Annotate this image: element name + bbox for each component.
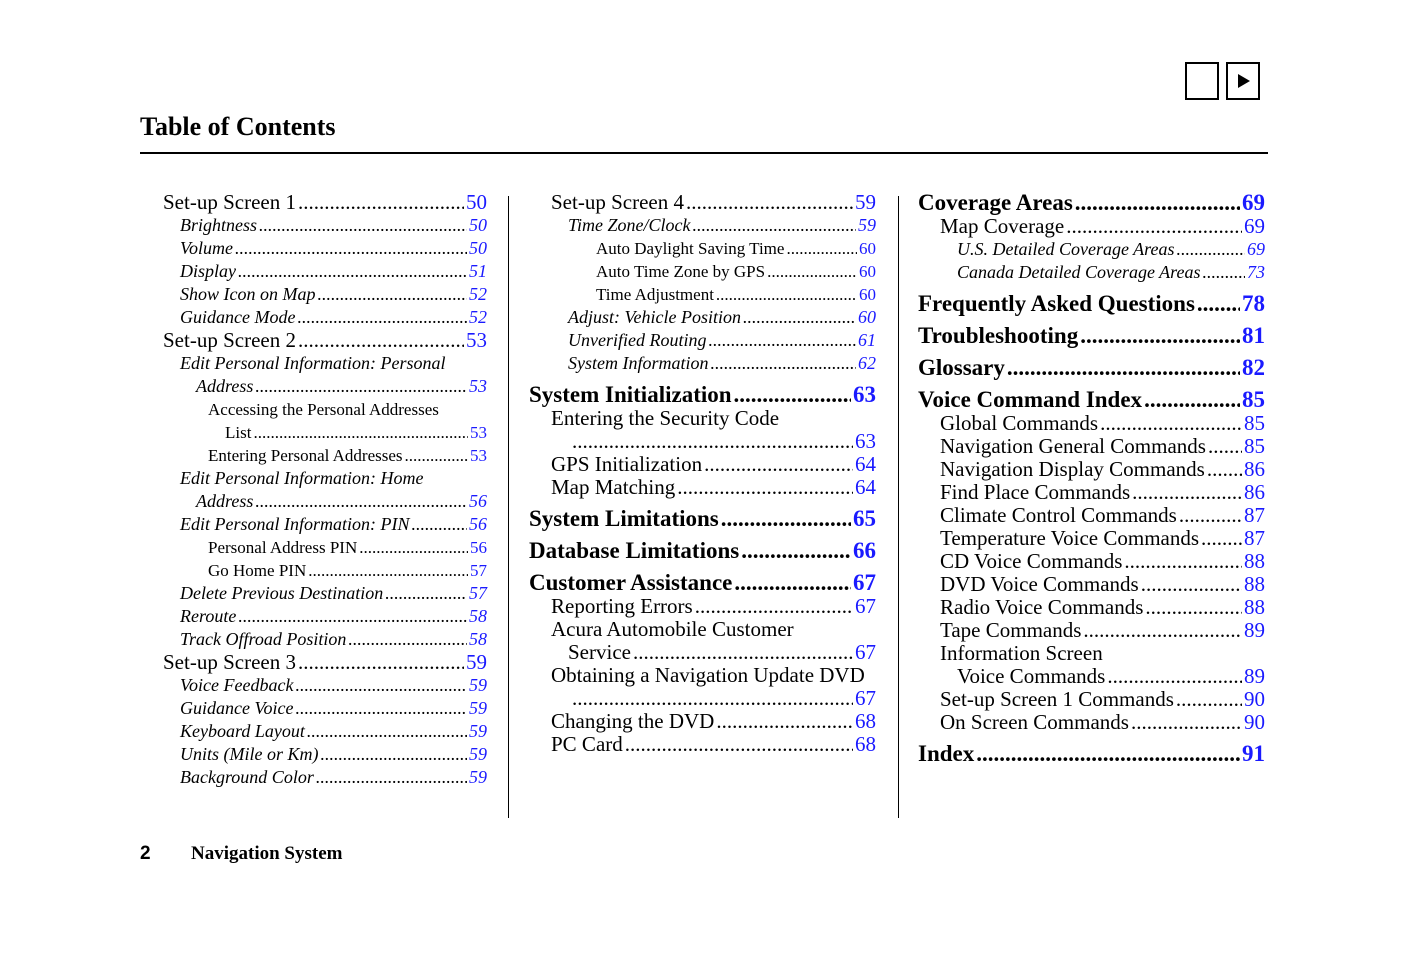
toc-heading[interactable]: Database Limitations ..... 66 [529, 539, 876, 563]
toc-entry[interactable]: Acura Automobile Customer Service ..... 67 [529, 618, 876, 664]
toc-entry[interactable]: Volume ..... 50 [163, 237, 487, 260]
toc-column-2 [529, 191, 876, 756]
previous-page-button[interactable] [1185, 62, 1219, 100]
toc-entry[interactable]: Voice Feedback ..... 59 [163, 674, 487, 697]
toc-entry[interactable]: Auto Daylight Saving Time ..... 60 [529, 237, 876, 260]
toc-heading[interactable]: Coverage Areas ..... 69 [918, 191, 1265, 215]
toc-entry[interactable]: U.S. Detailed Coverage Areas ..... 69 [918, 238, 1265, 261]
toc-entry[interactable]: GPS Initialization ..... 64 [529, 453, 876, 476]
next-page-button[interactable] [1226, 62, 1260, 100]
toc-column-3 [918, 191, 1265, 766]
toc-heading[interactable]: Index ..... 91 [918, 742, 1265, 766]
toc-heading[interactable]: Frequently Asked Questions ..... 78 [918, 292, 1265, 316]
toc-entry[interactable]: Time Zone/Clock ..... 59 [529, 214, 876, 237]
toc-entry[interactable]: Information Screen Voice Commands ..... 89 [918, 642, 1265, 688]
toc-heading[interactable]: Troubleshooting ..... 81 [918, 324, 1265, 348]
toc-entry[interactable]: Track Offroad Position ..... 58 [163, 628, 487, 651]
toc-entry[interactable]: Set-up Screen 4 ..... 59 [529, 191, 876, 214]
toc-entry[interactable]: DVD Voice Commands ..... 88 [918, 573, 1265, 596]
toc-entry[interactable]: Climate Control Commands ..... 87 [918, 504, 1265, 527]
toc-entry[interactable]: Edit Personal Information: Home Address ..... 56 [163, 467, 487, 513]
toc-entry[interactable]: Obtaining a Navigation Update DVD ..... 67 [529, 664, 876, 710]
toc-entry[interactable]: Go Home PIN ..... 57 [163, 559, 487, 582]
toc-entry[interactable]: PC Card ..... 68 [529, 733, 876, 756]
toc-entry[interactable]: Adjust: Vehicle Position ..... 60 [529, 306, 876, 329]
toc-entry[interactable]: Delete Previous Destination ..... 57 [163, 582, 487, 605]
toc-entry[interactable]: Find Place Commands ..... 86 [918, 481, 1265, 504]
book-title: Navigation System [191, 843, 343, 864]
toc-entry[interactable]: Display ..... 51 [163, 260, 487, 283]
column-divider [508, 196, 509, 818]
toc-entry[interactable]: Reroute ..... 58 [163, 605, 487, 628]
toc-entry[interactable]: Time Adjustment ..... 60 [529, 283, 876, 306]
play-right-icon [1238, 74, 1250, 88]
toc-entry[interactable]: Keyboard Layout ..... 59 [163, 720, 487, 743]
toc-entry[interactable]: Navigation General Commands ..... 85 [918, 435, 1265, 458]
page-number: 2 [140, 843, 151, 864]
toc-entry[interactable]: Unverified Routing ..... 61 [529, 329, 876, 352]
toc-heading[interactable]: Voice Command Index ..... 85 [918, 388, 1265, 412]
toc-entry[interactable]: Radio Voice Commands ..... 88 [918, 596, 1265, 619]
toc-entry[interactable]: Edit Personal Information: Personal Address ..... 53 [163, 352, 487, 398]
toc-entry[interactable]: Set-up Screen 3 ..... 59 [163, 651, 487, 674]
toc-column-1 [163, 191, 487, 789]
toc-entry[interactable]: Background Color ..... 59 [163, 766, 487, 789]
toc-entry[interactable]: Reporting Errors ..... 67 [529, 595, 876, 618]
toc-entry[interactable]: Show Icon on Map ..... 52 [163, 283, 487, 306]
toc-heading[interactable]: System Limitations ..... 65 [529, 507, 876, 531]
toc-entry[interactable]: Accessing the Personal Addresses List ..... 53 [163, 398, 487, 444]
toc-entry[interactable]: Guidance Voice ..... 59 [163, 697, 487, 720]
toc-entry[interactable]: System Information ..... 62 [529, 352, 876, 375]
toc-entry[interactable]: Set-up Screen 2 ..... 53 [163, 329, 487, 352]
toc-heading[interactable]: Glossary ..... 82 [918, 356, 1265, 380]
page-title: Table of Contents [140, 112, 336, 141]
toc-entry[interactable]: Units (Mile or Km) ..... 59 [163, 743, 487, 766]
toc-entry[interactable]: CD Voice Commands ..... 88 [918, 550, 1265, 573]
toc-entry[interactable]: On Screen Commands ..... 90 [918, 711, 1265, 734]
toc-entry[interactable]: Map Coverage ..... 69 [918, 215, 1265, 238]
toc-entry[interactable]: Guidance Mode ..... 52 [163, 306, 487, 329]
toc-entry[interactable]: Changing the DVD ..... 68 [529, 710, 876, 733]
toc-entry[interactable]: Temperature Voice Commands ..... 87 [918, 527, 1265, 550]
toc-entry[interactable]: Tape Commands ..... 89 [918, 619, 1265, 642]
title-rule [140, 152, 1268, 154]
toc-entry[interactable]: Map Matching ..... 64 [529, 476, 876, 499]
toc-entry[interactable]: Canada Detailed Coverage Areas ..... 73 [918, 261, 1265, 284]
toc-heading[interactable]: Customer Assistance ..... 67 [529, 571, 876, 595]
toc-entry[interactable]: Personal Address PIN ..... 56 [163, 536, 487, 559]
toc-entry[interactable]: Global Commands ..... 85 [918, 412, 1265, 435]
toc-heading[interactable]: System Initialization ..... 63 [529, 383, 876, 407]
toc-entry[interactable]: Entering the Security Code ..... 63 [529, 407, 876, 453]
toc-entry[interactable]: Set-up Screen 1 Commands ..... 90 [918, 688, 1265, 711]
toc-entry[interactable]: Navigation Display Commands ..... 86 [918, 458, 1265, 481]
column-divider [898, 196, 899, 818]
toc-entry[interactable]: Set-up Screen 1 ..... 50 [163, 191, 487, 214]
toc-entry[interactable]: Edit Personal Information: PIN ..... 56 [163, 513, 487, 536]
toc-entry[interactable]: Entering Personal Addresses ..... 53 [163, 444, 487, 467]
toc-entry[interactable]: Brightness ..... 50 [163, 214, 487, 237]
toc-entry[interactable]: Auto Time Zone by GPS ..... 60 [529, 260, 876, 283]
